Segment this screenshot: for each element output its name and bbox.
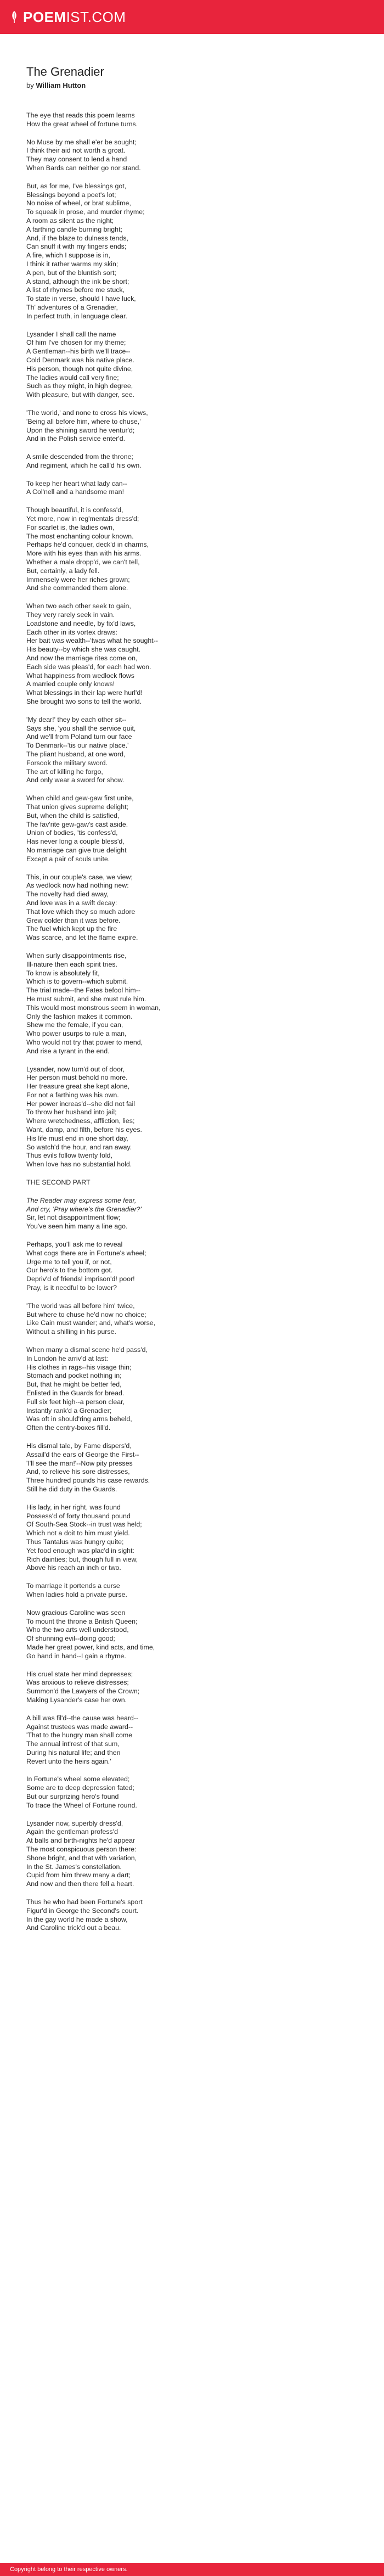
stanza <box>26 138 355 173</box>
poem-line: To keep her heart what lady can-- <box>26 479 127 487</box>
poem-line: Shone bright, and that with variation, <box>26 1854 137 1862</box>
poem-line: The Reader may express some fear, <box>26 1196 137 1204</box>
poem-line: Th' adventures of a Grenadier, <box>26 303 118 311</box>
poem-line: Sir, let not disappointment flow; <box>26 1214 121 1222</box>
poem-body <box>26 111 355 1933</box>
poem-line: Her person must behold no more. <box>26 1074 128 1082</box>
site-header <box>0 0 384 34</box>
poem-line: A bill was fil'd--the cause was heard-- <box>26 1714 139 1722</box>
poem-line: Her bait was wealth--'twas what he sought-- <box>26 637 158 645</box>
poem-line: More with his eyes than with his arms. <box>26 549 142 558</box>
poem-line: Except a pair of souls unite. <box>26 855 110 863</box>
poem-line: Perhaps he'd conquer, deck'd in charms, <box>26 541 149 549</box>
poem-line: The most conspicuous person there: <box>26 1845 137 1854</box>
poem-line: And she commanded them alone. <box>26 584 128 592</box>
poem-line: And now and then there fell a heart. <box>26 1880 134 1888</box>
poem-line: When surly disappointments rise, <box>26 951 127 959</box>
poem-line: Rich dainties; but, though full in view, <box>26 1555 138 1563</box>
poem-line: And cry, 'Pray where's the Grenadier?' <box>26 1205 142 1213</box>
site-logo-text <box>23 9 126 26</box>
poem-line: Upon the shining sword he ventur'd; <box>26 426 135 434</box>
poem-line: Made her great power, kind acts, and time, <box>26 1643 155 1651</box>
site-footer <box>0 2563 384 2576</box>
poem-line: Some are to deep depression fated; <box>26 1784 135 1792</box>
poem-line: To state in verse, should I have luck, <box>26 295 136 303</box>
poem-line: Whether a male dropp'd, we can't tell, <box>26 558 140 566</box>
poem-line: Ill-nature then each spirit tries. <box>26 960 117 968</box>
poem-line: Thus Tantalus was hungry quite; <box>26 1537 124 1546</box>
poem-line: Like Cain must wander; and, what's worse, <box>26 1319 156 1327</box>
poem-line: In the St. James's constellation. <box>26 1862 122 1871</box>
poem-line: Can snuff it with my fingers ends; <box>26 243 127 251</box>
stanza <box>26 506 355 593</box>
poem-line: The annual int'rest of that sum, <box>26 1740 120 1748</box>
poem-line: At balls and birth-nights he'd appear <box>26 1837 135 1845</box>
poem-line: Was scarce, and let the flame expire. <box>26 934 138 942</box>
stanza <box>26 409 355 444</box>
poem-line: Three hundred pounds his case rewards. <box>26 1477 150 1485</box>
poem-line: As wedlock now had nothing new: <box>26 882 129 890</box>
poem-line: Stomach and pocket nothing in; <box>26 1372 122 1380</box>
poem-line: To throw her husband into jail; <box>26 1108 117 1116</box>
poem-line: Cold Denmark was his native place. <box>26 356 134 364</box>
poem-line: A fire, which I suppose is in, <box>26 251 110 260</box>
poem-line: The ladies would call very fine; <box>26 373 119 381</box>
poem-line: His person, though not quite divine, <box>26 364 133 373</box>
poem-line: His lady, in her right, was found <box>26 1503 121 1511</box>
poem-line: In Fortune's wheel some elevated; <box>26 1775 130 1783</box>
poem-line: And love was in a swift decay: <box>26 899 117 907</box>
poem-line: In perfect truth, in language clear. <box>26 312 127 320</box>
poem-line: Lysander, now turn'd out of door, <box>26 1065 125 1073</box>
poem-line: Assail'd the ears of George the First-- <box>26 1450 139 1458</box>
poem-line: A list of rhymes before me stuck, <box>26 286 125 294</box>
poem-line: When ladies hold a private purse. <box>26 1590 127 1598</box>
poem-line: When many a dismal scene he'd pass'd, <box>26 1346 148 1354</box>
brand-rest: IST.COM <box>66 8 126 25</box>
poem-line: And in the Polish service enter'd. <box>26 435 126 443</box>
poem-line: Without a shilling in his purse. <box>26 1328 116 1336</box>
poem-line: Instantly rank'd a Grenadier; <box>26 1406 112 1415</box>
poem-line: But, that he might be better fed, <box>26 1380 122 1389</box>
poem-line: The eye that reads this poem learns <box>26 111 135 119</box>
poem-line: Enlisted in the Guards for bread. <box>26 1389 125 1397</box>
poem-line: When love has no substantial hold. <box>26 1160 132 1169</box>
poem-line: To mount the throne a British Queen; <box>26 1617 138 1625</box>
stanza <box>26 1442 355 1494</box>
poem-line: This, in our couple's case, we view; <box>26 873 133 881</box>
poem-line: And, to relieve his sore distresses, <box>26 1468 130 1476</box>
poem-line: A stand, although the ink be short; <box>26 277 129 285</box>
stanza <box>26 952 355 1056</box>
poem-line: Thus he who had been Fortune's sport <box>26 1898 143 1906</box>
poem-line: But our surprizing hero's found <box>26 1793 119 1801</box>
stanza <box>26 1503 355 1573</box>
poem-line: Each other in its vortex draws: <box>26 628 117 636</box>
poem-line: Of South-Sea Stock--in trust was held; <box>26 1520 142 1529</box>
poem-line: Loadstone and needle, by fix'd laws, <box>26 619 136 627</box>
poem-line: For scarlet is, the ladies own, <box>26 523 115 531</box>
poem-line: Was oft in should'ring arms beheld, <box>26 1415 132 1423</box>
poem-line: But, as for me, I've blessings got, <box>26 182 127 190</box>
poem-line: Again the gentleman profess'd <box>26 1828 118 1836</box>
poem-line: Of him I've chosen for my theme; <box>26 339 126 347</box>
poem-line: 'The world was all before him' twice, <box>26 1301 135 1310</box>
poem-line: The novelty had died away, <box>26 890 109 899</box>
poem-line: Her power increas'd--she did not fail <box>26 1099 135 1108</box>
poem-line: Depriv'd of friends! imprison'd! poor! <box>26 1275 135 1283</box>
poem-line: I think their aid not worth a groat. <box>26 147 126 155</box>
poem-line: Our hero's to the bottom got. <box>26 1266 113 1275</box>
poem-line: No marriage can give true delight <box>26 846 127 854</box>
poem-line: 'My dear!' they by each other sit-- <box>26 715 127 723</box>
poem-line: 'The world,' and none to cross his views, <box>26 408 148 417</box>
poem-line: When child and gew-gaw first unite, <box>26 794 134 802</box>
poem-line: Though beautiful, it is confess'd, <box>26 506 123 514</box>
poem-line: Now gracious Caroline was seen <box>26 1608 126 1617</box>
poem-line: Revert unto the heirs again.' <box>26 1757 111 1765</box>
poem-line: And rise a tyrant in the end. <box>26 1047 110 1055</box>
stanza <box>26 1346 355 1433</box>
byline-prefix: by <box>26 81 34 89</box>
poem-line: To know is absolutely fit, <box>26 969 100 977</box>
poem-line: The fav'rite gew-gaw's cast aside. <box>26 820 128 828</box>
stanza <box>26 1302 355 1337</box>
stanza <box>26 1714 355 1766</box>
poem-line: Who would not try that power to mend, <box>26 1038 143 1046</box>
poem-line: Against trustees was made award-- <box>26 1722 133 1731</box>
poem-line: What happiness from wedlock flows <box>26 671 134 680</box>
poem-line: Only the fashion makes it common. <box>26 1012 133 1020</box>
poem-line: Making Lysander's case her own. <box>26 1696 127 1704</box>
poem-line: Says she, 'you shall the service quit, <box>26 724 136 732</box>
poem-line: To trace the Wheel of Fortune round. <box>26 1801 137 1809</box>
poem-line: Grew colder than it was before. <box>26 916 121 924</box>
poem-line: Go hand in hand--I gain a rhyme. <box>26 1652 126 1660</box>
poem-line: A Col'nell and a handsome man! <box>26 488 125 496</box>
poem-author[interactable]: William Hutton <box>36 81 86 89</box>
poem-line: A pen, but of the bluntish sort; <box>26 268 116 277</box>
poem-line: In the gay world he made a show, <box>26 1915 128 1923</box>
poem-line: Her treasure great she kept alone, <box>26 1082 130 1091</box>
poem-line: So watch'd the hour, and ran away. <box>26 1143 132 1151</box>
poem-line: He must submit, and she must rule him. <box>26 995 146 1003</box>
poem-line: When two each other seek to gain, <box>26 602 131 610</box>
poem-line: For not a farthing was his own. <box>26 1091 119 1099</box>
stanza <box>26 873 355 942</box>
poem-line: The pliant husband, at one word, <box>26 750 126 758</box>
poem-line: The most enchanting colour known. <box>26 532 134 540</box>
stanza <box>26 1670 355 1705</box>
poem-line: That love which they so much adore <box>26 907 135 916</box>
poem-line: A married couple only knows! <box>26 680 115 688</box>
poem-line: A farthing candle burning bright; <box>26 225 122 233</box>
poem-line: Immensely were her riches grown; <box>26 575 130 583</box>
poem-line: Cupid from him threw many a dart; <box>26 1871 131 1879</box>
poem-line: Union of bodies, 'tis confess'd, <box>26 829 118 837</box>
poem-title: The Grenadier <box>26 65 104 78</box>
poem-byline <box>26 81 355 89</box>
poem-line: Full six feet high--a person clear, <box>26 1398 125 1406</box>
poem-line: Urge me to tell you if, or not, <box>26 1258 112 1266</box>
poem-line: A room as silent as the night; <box>26 216 114 225</box>
poem-line: Each side was pleas'd, for each had won. <box>26 663 151 671</box>
poem-line: Want, damp, and filth, before his eyes. <box>26 1126 142 1134</box>
stanza <box>26 1898 355 1933</box>
copyright-text: Copyright belong to their respective owners. <box>10 2566 128 2573</box>
poem-line: Still he did duty in the Guards. <box>26 1485 117 1493</box>
poem-line: Above his reach an inch or two. <box>26 1564 121 1572</box>
poem-line: His life must end in one short day, <box>26 1134 128 1142</box>
poem-line: And Caroline trick'd out a beau. <box>26 1924 121 1932</box>
poem-line: A Gentleman--his birth we'll trace-- <box>26 347 131 356</box>
poem-line: When Bards can neither go nor stand. <box>26 164 141 172</box>
stanza <box>26 716 355 785</box>
poem-line: The fuel which kept up the fire <box>26 925 117 933</box>
poem-line: Which not a doit to him must yield. <box>26 1529 130 1537</box>
poem-line: 'That to the hungry man shall come <box>26 1731 133 1739</box>
poem-line: The trial made--the Fates befool him-- <box>26 986 140 995</box>
stanza <box>26 330 355 400</box>
poem-line: THE SECOND PART <box>26 1178 91 1187</box>
poem-line: Who power usurps to rule a man, <box>26 1030 127 1038</box>
poem-line: During his natural life; and then <box>26 1748 121 1756</box>
poem-line: His beauty--by which she was caught. <box>26 646 140 654</box>
stanza <box>26 1065 355 1170</box>
stanza <box>26 1609 355 1661</box>
poem-line: His clothes in rags--his visage thin; <box>26 1363 132 1371</box>
poem-line: Where wretchedness, affliction, lies; <box>26 1117 135 1125</box>
poem-line: But where to chuse he'd now no choice; <box>26 1310 146 1318</box>
poem-line: Which is to govern--which submit. <box>26 978 128 986</box>
poem-line: To squeak in prose, and murder rhyme; <box>26 208 145 216</box>
stanza <box>26 602 355 706</box>
stanza <box>26 111 355 129</box>
stanza <box>26 1775 355 1810</box>
poem-line: Forsook the military sword. <box>26 759 108 767</box>
poem-line: You've seen him many a line ago. <box>26 1222 128 1231</box>
poem-line: Yet more, now in reg'mentals dress'd; <box>26 515 139 523</box>
poem-line: With pleasure, but with danger, see. <box>26 391 134 399</box>
poem-line: Was anxious to relieve distresses; <box>26 1679 129 1687</box>
poem-line: And now the marriage rites come on, <box>26 654 138 663</box>
poem-line: To marriage it portends a curse <box>26 1582 120 1590</box>
poem-line: Lysander I shall call the name <box>26 330 116 338</box>
poem-line: The art of killing he forgo, <box>26 767 103 776</box>
stanza <box>26 453 355 470</box>
poem-line: Figur'd in George the Second's court. <box>26 1906 139 1915</box>
poem-line: And regiment, which he call'd his own. <box>26 461 142 469</box>
poem-line: Lysander now, superbly dress'd, <box>26 1819 123 1827</box>
poem-line: Possess'd of forty thousand pound <box>26 1512 131 1520</box>
poem-line: Thus evils follow twenty fold, <box>26 1152 113 1160</box>
poem-line: Shew me the female, if you can, <box>26 1021 123 1029</box>
poem-line: They very rarely seek in vain. <box>26 611 115 619</box>
stanza <box>26 1820 355 1889</box>
poem-line: Perhaps, you'll ask me to reveal <box>26 1241 123 1249</box>
poem-line: How the great wheel of fortune turns. <box>26 120 138 128</box>
site-logo[interactable] <box>10 9 126 26</box>
quill-pen-icon <box>10 10 19 24</box>
poem-line: What cogs there are in Fortune's wheel; <box>26 1249 146 1257</box>
poem-line: Has never long a couple bless'd, <box>26 838 125 846</box>
poem-line: Often the centry-boxes fill'd. <box>26 1424 111 1432</box>
poem-line: Of shunning evil--doing good; <box>26 1635 115 1643</box>
poem-line: And only wear a sword for show. <box>26 776 125 784</box>
stanza <box>26 1197 355 1231</box>
poem-line: No noise of wheel, or brat sublime, <box>26 199 131 207</box>
poem-line: Summon'd the Lawyers of the Crown; <box>26 1687 140 1696</box>
poem-line: Such as they might, in high degree, <box>26 382 133 390</box>
poem-line: His cruel state her mind depresses; <box>26 1670 133 1678</box>
poem-line: She brought two sons to tell the world. <box>26 698 142 706</box>
poem-line: 'Being all before him, where to chuse,' <box>26 417 141 425</box>
poem-line: His dismal tale, by Fame dispers'd, <box>26 1441 132 1450</box>
stanza <box>26 794 355 863</box>
poem-line: And, if the blaze to dulness tends, <box>26 234 128 242</box>
poem-line: And we'll from Poland turn our face <box>26 733 132 741</box>
poem-line: But, certainly, a lady fell. <box>26 566 100 575</box>
stanza <box>26 182 355 321</box>
stanza <box>26 1241 355 1293</box>
poem-line: But, when the child is satisfied, <box>26 811 120 820</box>
poem-line: This would most monstrous seem in woman, <box>26 1003 161 1012</box>
poem-line: Pray, is it needful to be lower? <box>26 1284 117 1292</box>
poem-line: Yet food enough was plac'd in sight: <box>26 1546 134 1554</box>
poem-line: In London he arriv'd at last: <box>26 1354 109 1362</box>
stanza <box>26 1582 355 1600</box>
stanza <box>26 480 355 497</box>
poem-line: A smile descended from the throne; <box>26 453 133 461</box>
poem-line: What blessings in their lap were hurl'd! <box>26 689 143 697</box>
poem-line: Blessings beyond a poet's lot; <box>26 190 116 199</box>
poem-line: No Muse by me shall e'er be sought; <box>26 138 137 146</box>
poem-line: They may consent to lend a hand <box>26 155 127 164</box>
poem-line: That union gives supreme delight; <box>26 802 128 811</box>
poem-container <box>26 65 355 1942</box>
stanza <box>26 1178 355 1187</box>
poem-line: Who the two arts well understood, <box>26 1626 129 1634</box>
brand-main: POEM <box>23 8 66 25</box>
poem-line: To Denmark--'tis our native place.' <box>26 742 129 750</box>
poem-line: I think it rather warms my skin; <box>26 260 118 268</box>
poem-line: 'I'll see the man!'--Now pity presses <box>26 1459 133 1467</box>
